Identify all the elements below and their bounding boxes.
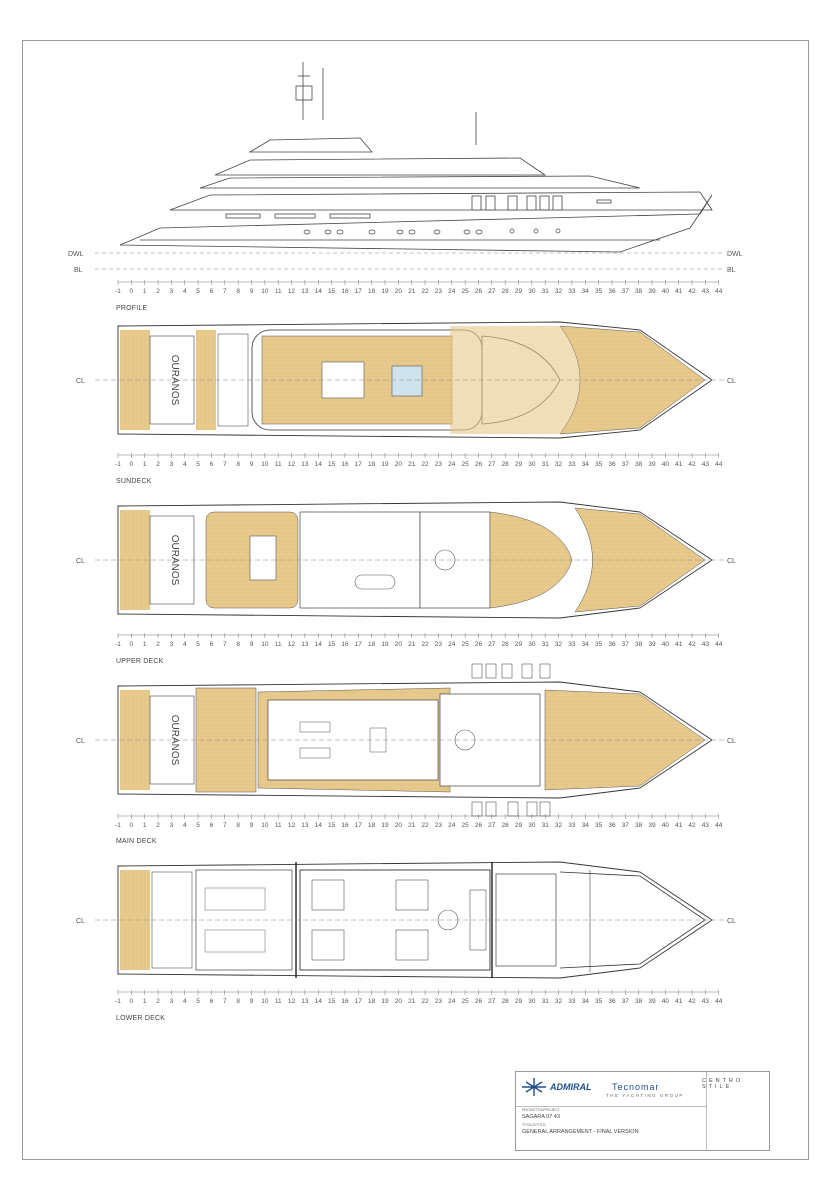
frame-number: 11: [274, 461, 282, 468]
frame-number: 29: [514, 288, 523, 295]
frame-number: 23: [434, 641, 443, 648]
frame-number: 41: [675, 641, 683, 648]
frame-number: 34: [581, 998, 589, 1005]
frame-number: 33: [568, 822, 576, 829]
jacuzzi: [392, 366, 422, 396]
frame-number: 31: [541, 641, 549, 648]
frame-number: 27: [488, 822, 496, 829]
frame-number: 34: [581, 641, 589, 648]
frame-number: 3: [169, 641, 174, 648]
frame-number: 19: [381, 461, 389, 468]
frame-number: 1: [142, 998, 147, 1005]
frame-number: 24: [448, 461, 456, 468]
frame-number: 30: [528, 461, 536, 468]
frame-number: 7: [222, 461, 227, 468]
deck-title-lower: LOWER DECK: [116, 1015, 166, 1022]
cl-label-main-right: CL: [727, 738, 736, 745]
frame-number: 36: [608, 461, 616, 468]
frame-number: 20: [394, 288, 402, 295]
frame-number: 13: [301, 461, 309, 468]
frame-number: 0: [129, 288, 134, 295]
frame-number: 44: [715, 641, 723, 648]
frame-number: 10: [261, 641, 269, 648]
frame-number: 18: [368, 461, 376, 468]
frame-number: 26: [474, 998, 483, 1005]
frame-number: 22: [421, 998, 429, 1005]
frame-number: 24: [448, 998, 456, 1005]
frame-number: 9: [249, 822, 254, 829]
frame-number: 23: [434, 998, 443, 1005]
frame-number: 23: [434, 461, 443, 468]
frame-number: 37: [621, 822, 629, 829]
frame-number: 18: [368, 998, 376, 1005]
frame-number: 25: [461, 998, 469, 1005]
frame-number: 32: [554, 461, 563, 468]
frame-number: 36: [608, 288, 616, 295]
frame-number: 25: [461, 822, 469, 829]
frame-number: 43: [701, 998, 710, 1005]
frame-number: 11: [274, 641, 282, 648]
frame-number: 13: [301, 822, 309, 829]
frame-number: 18: [368, 822, 376, 829]
frame-number: 7: [222, 822, 227, 829]
drawing-label: TITOLO/TITLE: [522, 1123, 546, 1127]
frame-number: 5: [196, 461, 200, 468]
frame-number: 40: [661, 288, 669, 295]
frame-number: 21: [408, 288, 416, 295]
frame-number: 2: [156, 461, 160, 468]
project-label: PROGETTO/PROJECT: [522, 1108, 560, 1112]
frame-number: 20: [394, 998, 402, 1005]
frame-number: 1: [142, 822, 147, 829]
frame-number: 9: [249, 998, 254, 1005]
frame-number: 7: [222, 641, 227, 648]
frame-number: 42: [688, 998, 696, 1005]
frame-number: 1: [142, 461, 147, 468]
frame-number: 6: [209, 822, 214, 829]
frame-number: 39: [648, 641, 656, 648]
frame-number: 4: [182, 288, 187, 295]
frame-number: 17: [354, 822, 362, 829]
frame-number: 41: [675, 822, 683, 829]
frame-number: 44: [715, 461, 723, 468]
frame-number: 14: [314, 461, 322, 468]
frame-number: 11: [274, 998, 282, 1005]
frame-number: 44: [715, 288, 723, 295]
frame-number: 41: [675, 288, 683, 295]
frame-number: 4: [182, 998, 187, 1005]
frame-number: 0: [129, 641, 134, 648]
frame-number: 2: [156, 822, 160, 829]
deck-title-sundeck: SUNDECK: [116, 478, 152, 485]
project-name: SAGARA 07 43: [522, 1114, 560, 1120]
frame-number: 40: [661, 641, 669, 648]
frame-number: 35: [594, 822, 603, 829]
frame-number: 26: [474, 461, 483, 468]
frame-number: 43: [701, 461, 710, 468]
center-lines: [95, 380, 725, 920]
frame-number: 15: [327, 461, 336, 468]
frame-number: 24: [448, 288, 456, 295]
frame-number: 12: [287, 822, 296, 829]
frame-number: 32: [554, 641, 563, 648]
frame-number: 2: [156, 641, 160, 648]
frame-number: 13: [301, 641, 309, 648]
frame-number: 23: [434, 288, 443, 295]
frame-number: 4: [182, 461, 187, 468]
frame-number: 2: [156, 998, 160, 1005]
frame-number: 21: [408, 641, 416, 648]
frame-number: 0: [129, 998, 134, 1005]
frame-number: 43: [701, 288, 710, 295]
frame-number: 30: [528, 822, 536, 829]
frame-number: 8: [236, 288, 240, 295]
frame-number: 21: [408, 461, 416, 468]
frame-number: 8: [236, 822, 240, 829]
frame-number: 30: [528, 288, 536, 295]
cl-label-upper-right: CL: [727, 558, 736, 565]
frame-number: 37: [621, 998, 629, 1005]
frame-number: 44: [715, 822, 723, 829]
frame-number: 3: [169, 461, 174, 468]
frame-number: 38: [635, 288, 643, 295]
frame-number: 31: [541, 461, 549, 468]
frame-number: 29: [514, 998, 523, 1005]
frame-number: 28: [501, 998, 509, 1005]
frame-number: 36: [608, 998, 616, 1005]
frame-number: 1: [142, 641, 147, 648]
cl-label-main-left: CL: [76, 738, 85, 745]
dwl-label-right: DWL: [727, 251, 743, 258]
frame-number: 42: [688, 641, 696, 648]
frame-number: 19: [381, 288, 389, 295]
frame-number: 39: [648, 998, 656, 1005]
cl-label-lower-left: CL: [76, 918, 85, 925]
frame-number: 10: [261, 998, 269, 1005]
frame-number: 26: [474, 822, 483, 829]
brand-tecnomar: Tecnomar: [612, 1082, 660, 1092]
frame-number: 14: [314, 288, 322, 295]
frame-number: 32: [554, 288, 563, 295]
bl-label-right: BL: [727, 267, 736, 274]
frame-number: 35: [594, 288, 603, 295]
frame-number: 27: [488, 461, 496, 468]
frame-number: 28: [501, 641, 509, 648]
frame-number: 30: [528, 998, 536, 1005]
frame-number: 0: [129, 822, 134, 829]
frame-number: 4: [182, 641, 187, 648]
frame-number: 27: [488, 288, 496, 295]
frame-number: 4: [182, 822, 187, 829]
frame-number: 34: [581, 822, 589, 829]
centro-stile: CENTRO STILE: [702, 1078, 744, 1090]
bl-label-left: BL: [74, 267, 83, 274]
deck-title-profile: PROFILE: [116, 305, 148, 312]
frame-number: 26: [474, 288, 483, 295]
frame-number: 43: [701, 641, 710, 648]
frame-number: 9: [249, 288, 254, 295]
frame-number: 17: [354, 998, 362, 1005]
frame-number: 42: [688, 822, 696, 829]
frame-number: 6: [209, 288, 214, 295]
frame-number: 36: [608, 822, 616, 829]
frame-number: 40: [661, 461, 669, 468]
frame-number: 39: [648, 822, 656, 829]
cl-label-upper-left: CL: [76, 558, 85, 565]
yachting-group: THE YACHTING GROUP: [606, 1093, 684, 1098]
deck-title-main: MAIN DECK: [116, 838, 157, 845]
frame-number: 7: [222, 998, 227, 1005]
frame-number: 22: [421, 822, 429, 829]
frame-number: 15: [327, 641, 336, 648]
frame-number: 5: [196, 998, 200, 1005]
frame-number: 3: [169, 998, 174, 1005]
frame-number: 37: [621, 641, 629, 648]
frame-number: 22: [421, 461, 429, 468]
frame-number: 8: [236, 998, 240, 1005]
frame-number: 38: [635, 822, 643, 829]
frame-number: 38: [635, 998, 643, 1005]
frame-number: 44: [715, 998, 723, 1005]
frame-number: 25: [461, 461, 469, 468]
frame-number: -1: [115, 998, 121, 1005]
frame-number: 8: [236, 641, 240, 648]
frame-number: 22: [421, 288, 429, 295]
frame-number: 37: [621, 461, 629, 468]
frame-number: 32: [554, 998, 563, 1005]
frame-number: 17: [354, 641, 362, 648]
frame-number: 14: [314, 641, 322, 648]
frame-number: 0: [129, 461, 134, 468]
frame-number: 40: [661, 822, 669, 829]
frame-number: 19: [381, 822, 389, 829]
frame-number: 30: [528, 641, 536, 648]
frame-number: 33: [568, 288, 576, 295]
frame-number: 40: [661, 998, 669, 1005]
frame-number: 15: [327, 822, 336, 829]
frame-number: 35: [594, 998, 603, 1005]
frame-number: 6: [209, 641, 214, 648]
frame-number: 15: [327, 998, 336, 1005]
frame-number: 11: [274, 822, 282, 829]
title-block: [515, 1071, 770, 1151]
drawing-title: GENERAL ARRANGEMENT - FINAL VERSION: [522, 1129, 639, 1135]
frame-number: 13: [301, 288, 309, 295]
yacht-name-upper: OURANOS: [169, 534, 180, 586]
frame-number: 16: [341, 641, 349, 648]
frame-number: 9: [249, 461, 254, 468]
frame-number: 33: [568, 641, 576, 648]
frame-number: 38: [635, 641, 643, 648]
frame-number: 16: [341, 998, 349, 1005]
frame-number: 16: [341, 288, 349, 295]
frame-number: 35: [594, 461, 603, 468]
frame-number: 33: [568, 998, 576, 1005]
frame-number: 34: [581, 461, 589, 468]
frame-number: 6: [209, 461, 214, 468]
cl-label-sundeck-left: CL: [76, 378, 85, 385]
frame-number: 3: [169, 822, 174, 829]
frame-number: 29: [514, 461, 523, 468]
cl-label-sundeck-right: CL: [727, 378, 736, 385]
frame-number: 5: [196, 822, 200, 829]
frame-number: 13: [301, 998, 309, 1005]
cl-label-lower-right: CL: [727, 918, 736, 925]
frame-number: 10: [261, 461, 269, 468]
frame-number: 22: [421, 641, 429, 648]
frame-number: 39: [648, 461, 656, 468]
frame-number: 19: [381, 641, 389, 648]
frame-number: 12: [287, 288, 296, 295]
frame-number: 10: [261, 288, 269, 295]
frame-number: 9: [249, 641, 254, 648]
frame-number: 42: [688, 461, 696, 468]
frame-number: 31: [541, 288, 549, 295]
frame-number: 3: [169, 288, 174, 295]
frame-number: 26: [474, 641, 483, 648]
frame-number: 43: [701, 822, 710, 829]
frame-number: 25: [461, 641, 469, 648]
frame-number: 28: [501, 822, 509, 829]
frame-number: -1: [115, 288, 121, 295]
frame-number: 18: [368, 288, 376, 295]
frame-number: 14: [314, 822, 322, 829]
frame-number: 33: [568, 461, 576, 468]
frame-number: 18: [368, 641, 376, 648]
frame-number: 7: [222, 288, 227, 295]
frame-number: 5: [196, 641, 200, 648]
frame-number: 5: [196, 288, 200, 295]
frame-number: 23: [434, 822, 443, 829]
frame-number: 31: [541, 998, 549, 1005]
frame-number: 6: [209, 998, 214, 1005]
frame-number: 42: [688, 288, 696, 295]
frame-number: 16: [341, 461, 349, 468]
frame-number: 29: [514, 641, 523, 648]
frame-number: 20: [394, 461, 402, 468]
frame-number: 27: [488, 641, 496, 648]
dwl-label-left: DWL: [68, 251, 84, 258]
frame-number: 20: [394, 822, 402, 829]
frame-number: 8: [236, 461, 240, 468]
frame-number: 16: [341, 822, 349, 829]
frame-number: 34: [581, 288, 589, 295]
frame-number: 41: [675, 461, 683, 468]
frame-number: 36: [608, 641, 616, 648]
brand-admiral: ADMIRAL: [550, 1082, 592, 1092]
frame-number: 24: [448, 641, 456, 648]
frame-number: 21: [408, 822, 416, 829]
frame-number: 12: [287, 641, 296, 648]
frame-number: 2: [156, 288, 160, 295]
frame-number: 10: [261, 822, 269, 829]
frame-number: 37: [621, 288, 629, 295]
frame-number: 14: [314, 998, 322, 1005]
frame-number: 39: [648, 288, 656, 295]
frame-number: 29: [514, 822, 523, 829]
frame-number: 12: [287, 461, 296, 468]
frame-number: 12: [287, 998, 296, 1005]
frame-number: 21: [408, 998, 416, 1005]
frame-number: 1: [142, 288, 147, 295]
frame-number: 20: [394, 641, 402, 648]
frame-number: 11: [274, 288, 282, 295]
frame-number: -1: [115, 641, 121, 648]
frame-number: -1: [115, 822, 121, 829]
deck-title-upper: UPPER DECK: [116, 658, 164, 665]
frame-number: -1: [115, 461, 121, 468]
frame-number: 38: [635, 461, 643, 468]
frame-number: 27: [488, 998, 496, 1005]
frame-number: 24: [448, 822, 456, 829]
frame-number: 17: [354, 461, 362, 468]
admiral-logo-icon: [522, 1078, 546, 1096]
yacht-name-sundeck: OURANOS: [169, 354, 180, 406]
frame-number: 41: [675, 998, 683, 1005]
frame-number: 28: [501, 461, 509, 468]
frame-number: 32: [554, 822, 563, 829]
frame-number: 19: [381, 998, 389, 1005]
frame-number: 15: [327, 288, 336, 295]
frame-number: 28: [501, 288, 509, 295]
frame-number: 17: [354, 288, 362, 295]
frame-number: 35: [594, 641, 603, 648]
frame-number: 25: [461, 288, 469, 295]
yacht-name-main: OURANOS: [169, 714, 180, 766]
upper-aft-dining: [250, 536, 276, 580]
frame-number: 31: [541, 822, 549, 829]
